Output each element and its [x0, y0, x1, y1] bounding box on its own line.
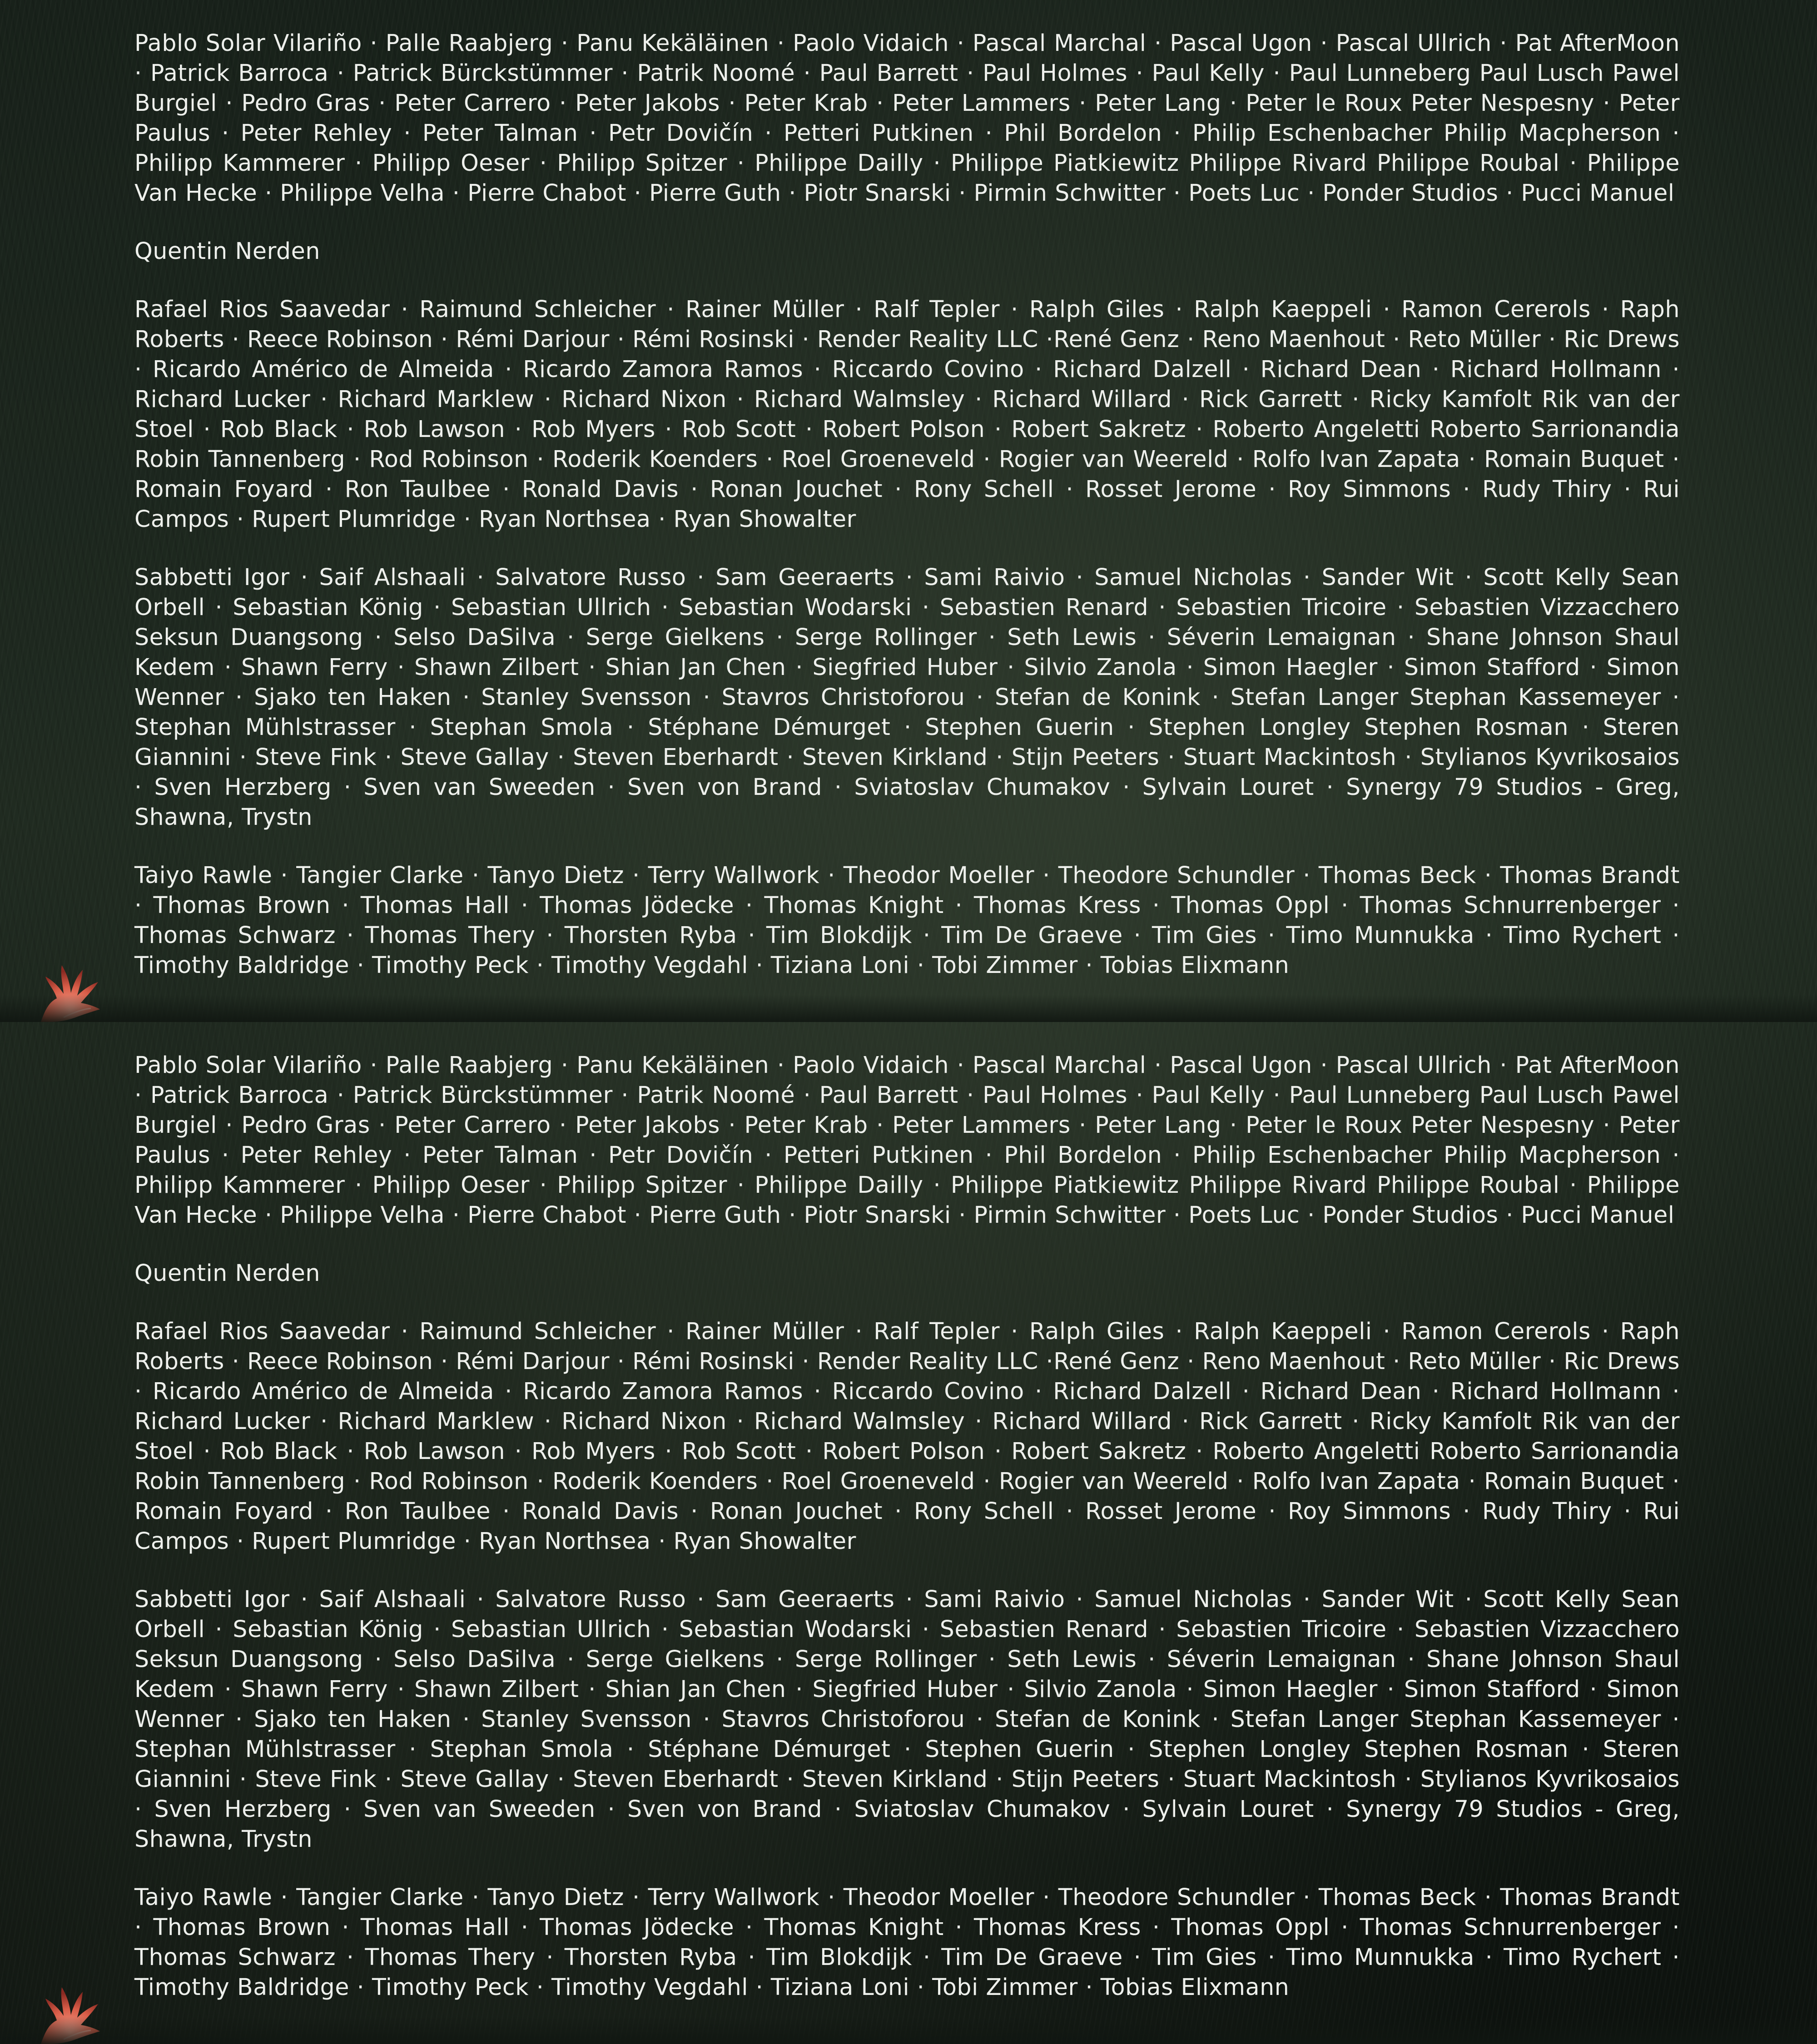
credits-paragraph-p: Pablo Solar Vilariño · Palle Raabjerg · Panu Kekäläinen · Paolo Vidaich · Pascal Marchal · Pascal Ugon · Pascal Ullrich · Pat AfterMoon · Patrick Barroca · Patrick Bürckstümmer · Patrik Noomé · Paul Barrett · Paul Holmes · Paul Kelly · Paul Lunneberg Paul Lusch Pawel Burgiel · Pedro Gras · Peter Carrero · Peter Jakobs · Peter Krab · Peter Lammers · Peter Lang · Peter le Roux Peter Nespesny · Peter Paulus · Peter Rehley · Peter Talman · Petr Dovičín · Petteri Putkinen · Phil Bordelon · Philip Eschenbacher Philip Macpherson · Philipp Kammerer · Philipp Oeser · Philipp Spitzer · Philippe Dailly · Philippe Piatkiewitz Philippe Rivard Philippe Roubal · Philippe Van Hecke · Philippe Velha · Pierre Chabot · Pierre Guth · Piotr Snarski · Pirmin Schwitter · Poets Luc · Ponder Studios · Pucci Manuel — [134, 1052, 1680, 1228]
credits-list — [134, 1050, 1680, 2030]
credits-paragraph-t: Taiyo Rawle · Tangier Clarke · Tanyo Dietz · Terry Wallwork · Theodor Moeller · Theodore Schundler · Thomas Beck · Thomas Brandt · Thomas Brown · Thomas Hall · Thomas Jödecke · Thomas Knight · Thomas Kress · Thomas Oppl · Thomas Schnurrenberger · Thomas Schwarz · Thomas Thery · Thorsten Ryba · Tim Blokdijk · Tim De Graeve · Tim Gies · Timo Munnukka · Timo Rychert · Timothy Baldridge · Timothy Peck · Timothy Vegdahl · Tiziana Loni · Tobi Zimmer · Tobias Elixmann — [134, 862, 1680, 978]
credits-paragraph-q: Quentin Nerden — [134, 1260, 320, 1286]
bottom-fade — [0, 2017, 1817, 2044]
credits-paragraph-t: Taiyo Rawle · Tangier Clarke · Tanyo Dietz · Terry Wallwork · Theodor Moeller · Theodore Schundler · Thomas Beck · Thomas Brandt · Thomas Brown · Thomas Hall · Thomas Jödecke · Thomas Knight · Thomas Kress · Thomas Oppl · Thomas Schnurrenberger · Thomas Schwarz · Thomas Thery · Thorsten Ryba · Tim Blokdijk · Tim De Graeve · Tim Gies · Timo Munnukka · Timo Rychert · Timothy Baldridge · Timothy Peck · Timothy Vegdahl · Tiziana Loni · Tobi Zimmer · Tobias Elixmann — [134, 1884, 1680, 2000]
credits-paragraph-s: Sabbetti Igor · Saif Alshaali · Salvatore Russo · Sam Geeraerts · Sami Raivio · Samuel Nicholas · Sander Wit · Scott Kelly Sean Orbell · Sebastian König · Sebastian Ullrich · Sebastian Wodarski · Sebastien Renard · Sebastien Tricoire · Sebastien Vizzacchero Seksun Duangsong · Selso DaSilva · Serge Gielkens · Serge Rollinger · Seth Lewis · Séverin Lemaignan · Shane Johnson Shaul Kedem · Shawn Ferry · Shawn Zilbert · Shian Jan Chen · Siegfried Huber · Silvio Zanola · Simon Haegler · Simon Stafford · Simon Wenner · Sjako ten Haken · Stanley Svensson · Stavros Christoforou · Stefan de Konink · Stefan Langer Stephan Kassemeyer · Stephan Mühlstrasser · Stephan Smola · Stéphane Démurget · Stephen Guerin · Stephen Longley Stephen Rosman · Steren Giannini · Steve Fink · Steve Gallay · Steven Eberhardt · Steven Kirkland · Stijn Peeters · Stuart Mackintosh · Stylianos Kyvrikosaios · Sven Herzberg · Sven van Sweeden · Sven von Brand · Sviatoslav Chumakov · Sylvain Louret · Synergy 79 Studios - Greg, Shawna, Trystn — [134, 1586, 1680, 1852]
credits-panel-repeat — [0, 1022, 1817, 2044]
credits-paragraph-r: Rafael Rios Saavedar · Raimund Schleicher · Rainer Müller · Ralf Tepler · Ralph Giles · Ralph Kaeppeli · Ramon Cererols · Raph Roberts · Reece Robinson · Rémi Darjour · Rémi Rosinski · Render Reality LLC ·René Genz · Reno Maenhout · Reto Müller · Ric Drews · Ricardo Américo de Almeida · Ricardo Zamora Ramos · Riccardo Covino · Richard Dalzell · Richard Dean · Richard Hollmann · Richard Lucker · Richard Marklew · Richard Nixon · Richard Walmsley · Richard Willard · Rick Garrett · Ricky Kamfolt Rik van der Stoel · Rob Black · Rob Lawson · Rob Myers · Rob Scott · Robert Polson · Robert Sakretz · Roberto Angeletti Roberto Sarrionandia Robin Tannenberg · Rod Robinson · Roderik Koenders · Roel Groeneveld · Rogier van Weereld · Rolfo Ivan Zapata · Romain Buquet · Romain Foyard · Ron Taulbee · Ronald Davis · Ronan Jouchet · Rony Schell · Rosset Jerome · Roy Simmons · Rudy Thiry · Rui Campos · Rupert Plumridge · Ryan Northsea · Ryan Showalter — [134, 1318, 1680, 1554]
bottom-fade — [0, 995, 1817, 1022]
credits-paragraph-p: Pablo Solar Vilariño · Palle Raabjerg · Panu Kekäläinen · Paolo Vidaich · Pascal Marchal · Pascal Ugon · Pascal Ullrich · Pat AfterMoon · Patrick Barroca · Patrick Bürckstümmer · Patrik Noomé · Paul Barrett · Paul Holmes · Paul Kelly · Paul Lunneberg Paul Lusch Pawel Burgiel · Pedro Gras · Peter Carrero · Peter Jakobs · Peter Krab · Peter Lammers · Peter Lang · Peter le Roux Peter Nespesny · Peter Paulus · Peter Rehley · Peter Talman · Petr Dovičín · Petteri Putkinen · Phil Bordelon · Philip Eschenbacher Philip Macpherson · Philipp Kammerer · Philipp Oeser · Philipp Spitzer · Philippe Dailly · Philippe Piatkiewitz Philippe Rivard Philippe Roubal · Philippe Van Hecke · Philippe Velha · Pierre Chabot · Pierre Guth · Piotr Snarski · Pirmin Schwitter · Poets Luc · Ponder Studios · Pucci Manuel — [134, 30, 1680, 206]
credits-list — [134, 28, 1680, 1008]
credits-paragraph-q: Quentin Nerden — [134, 238, 320, 264]
credits-paragraph-s: Sabbetti Igor · Saif Alshaali · Salvatore Russo · Sam Geeraerts · Sami Raivio · Samuel Nicholas · Sander Wit · Scott Kelly Sean Orbell · Sebastian König · Sebastian Ullrich · Sebastian Wodarski · Sebastien Renard · Sebastien Tricoire · Sebastien Vizzacchero Seksun Duangsong · Selso DaSilva · Serge Gielkens · Serge Rollinger · Seth Lewis · Séverin Lemaignan · Shane Johnson Shaul Kedem · Shawn Ferry · Shawn Zilbert · Shian Jan Chen · Siegfried Huber · Silvio Zanola · Simon Haegler · Simon Stafford · Simon Wenner · Sjako ten Haken · Stanley Svensson · Stavros Christoforou · Stefan de Konink · Stefan Langer Stephan Kassemeyer · Stephan Mühlstrasser · Stephan Smola · Stéphane Démurget · Stephen Guerin · Stephen Longley Stephen Rosman · Steren Giannini · Steve Fink · Steve Gallay · Steven Eberhardt · Steven Kirkland · Stijn Peeters · Stuart Mackintosh · Stylianos Kyvrikosaios · Sven Herzberg · Sven van Sweeden · Sven von Brand · Sviatoslav Chumakov · Sylvain Louret · Synergy 79 Studios - Greg, Shawna, Trystn — [134, 564, 1680, 830]
credits-paragraph-r: Rafael Rios Saavedar · Raimund Schleicher · Rainer Müller · Ralf Tepler · Ralph Giles · Ralph Kaeppeli · Ramon Cererols · Raph Roberts · Reece Robinson · Rémi Darjour · Rémi Rosinski · Render Reality LLC ·René Genz · Reno Maenhout · Reto Müller · Ric Drews · Ricardo Américo de Almeida · Ricardo Zamora Ramos · Riccardo Covino · Richard Dalzell · Richard Dean · Richard Hollmann · Richard Lucker · Richard Marklew · Richard Nixon · Richard Walmsley · Richard Willard · Rick Garrett · Ricky Kamfolt Rik van der Stoel · Rob Black · Rob Lawson · Rob Myers · Rob Scott · Robert Polson · Robert Sakretz · Roberto Angeletti Roberto Sarrionandia Robin Tannenberg · Rod Robinson · Roderik Koenders · Roel Groeneveld · Rogier van Weereld · Rolfo Ivan Zapata · Romain Buquet · Romain Foyard · Ron Taulbee · Ronald Davis · Ronan Jouchet · Rony Schell · Rosset Jerome · Roy Simmons · Rudy Thiry · Rui Campos · Rupert Plumridge · Ryan Northsea · Ryan Showalter — [134, 296, 1680, 532]
